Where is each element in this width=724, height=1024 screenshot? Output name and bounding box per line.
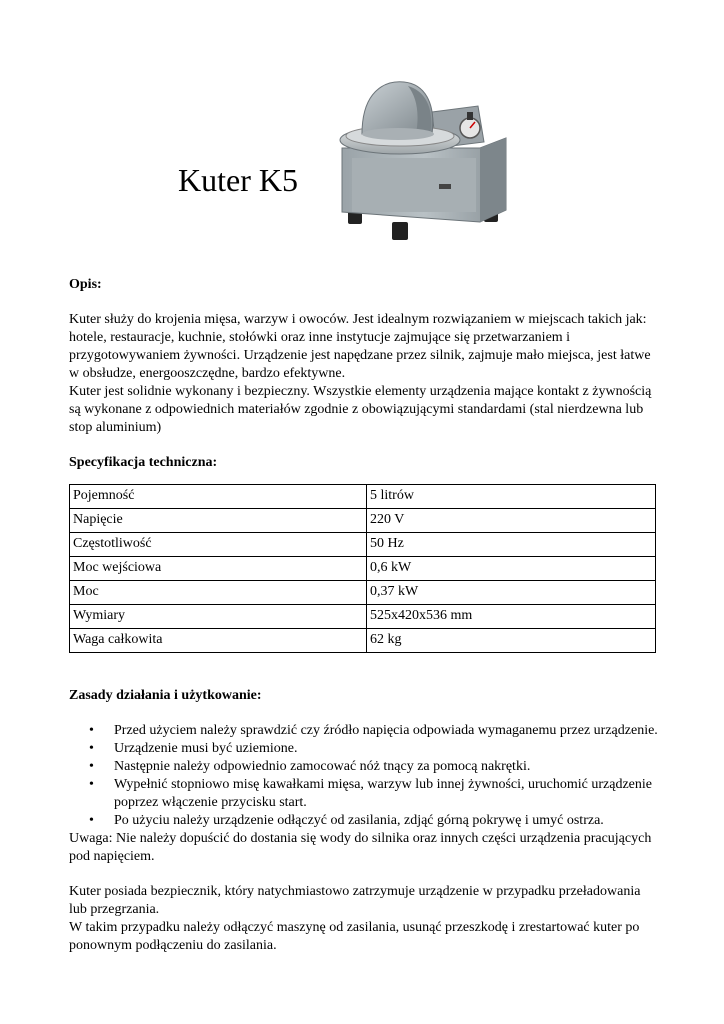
spec-label: Moc wejściowa bbox=[70, 557, 367, 581]
spec-value: 525x420x536 mm bbox=[367, 605, 656, 629]
table-row bbox=[70, 533, 656, 557]
rule-text: Urządzenie musi być uziemione. bbox=[114, 741, 298, 756]
spec-value: 5 litrów bbox=[367, 485, 656, 509]
table-row bbox=[70, 557, 656, 581]
product-image bbox=[312, 72, 524, 256]
bullet-icon: • bbox=[89, 813, 94, 828]
rules-list bbox=[69, 722, 659, 830]
spec-value: 220 V bbox=[367, 509, 656, 533]
list-item bbox=[69, 722, 659, 740]
bullet-icon: • bbox=[89, 759, 94, 774]
spec-label: Wymiary bbox=[70, 605, 367, 629]
spec-table bbox=[69, 484, 656, 653]
rule-text: Następnie należy odpowiednio zamocować nóż tnący za pomocą nakrętki. bbox=[114, 759, 531, 774]
spec-label: Częstotliwość bbox=[70, 533, 367, 557]
warning-text: Uwaga: Nie należy dopuścić do dostania się wody do silnika oraz innych części urządzenia pracujących pod napięciem. bbox=[69, 831, 652, 864]
description-heading: Opis: bbox=[69, 277, 102, 292]
spec-label: Napięcie bbox=[70, 509, 367, 533]
rule-text: Po użyciu należy urządzenie odłączyć od zasilania, zdjąć górną pokrywę i umyć ostrza. bbox=[114, 813, 604, 828]
table-row bbox=[70, 605, 656, 629]
table-row bbox=[70, 629, 656, 653]
list-item bbox=[69, 776, 659, 812]
spec-value: 62 kg bbox=[367, 629, 656, 653]
spec-value: 0,37 kW bbox=[367, 581, 656, 605]
description-paragraph-2: Kuter jest solidnie wykonany i bezpieczny. Wszystkie elementy urządzenia mające kontakt z żywnością są wykonane z odpowiednich materiałów zgodnie z obowiązującymi standardami (stal nierdzewna lub stop aluminium) bbox=[69, 384, 652, 435]
safety-paragraph-2: W takim przypadku należy odłączyć maszynę od zasilania, usunąć przeszkodę i zrestartować kuter po ponownym podłączeniu do zasilania. bbox=[69, 920, 640, 953]
spec-value: 50 Hz bbox=[367, 533, 656, 557]
table-row bbox=[70, 485, 656, 509]
list-item bbox=[69, 740, 659, 758]
spec-label: Pojemność bbox=[70, 485, 367, 509]
safety-paragraph-1: Kuter posiada bezpiecznik, który natychmiastowo zatrzymuje urządzenie w przypadku przeładowania lub przegrzania. bbox=[69, 884, 641, 917]
table-row bbox=[70, 581, 656, 605]
spec-label: Waga całkowita bbox=[70, 629, 367, 653]
description-paragraph-1: Kuter służy do krojenia mięsa, warzyw i owoców. Jest idealnym rozwiązaniem w miejscach takich jak: hotele, restauracje, kuchnie, stołówki oraz inne instytucje zajmujące się przetwarzaniem i przygotowywaniem żywności. Urządzenie jest napędzane przez silnik, zajmuje mało miejsca, jest łatwe w obsłudze, energooszczędne, bardzo efektywne. bbox=[69, 312, 651, 381]
main-content bbox=[69, 276, 659, 955]
table-row bbox=[70, 509, 656, 533]
list-item bbox=[69, 812, 659, 830]
rule-text: Przed użyciem należy sprawdzić czy źródło napięcia odpowiada wymaganemu przez urządzenie. bbox=[114, 723, 658, 738]
spec-heading: Specyfikacja techniczna: bbox=[69, 455, 218, 470]
spec-value: 0,6 kW bbox=[367, 557, 656, 581]
page-title: Kuter K5 bbox=[178, 162, 298, 198]
bullet-icon: • bbox=[89, 723, 94, 738]
bullet-icon: • bbox=[89, 777, 94, 792]
bullet-icon: • bbox=[89, 741, 94, 756]
cutter-machine-illustration bbox=[312, 72, 524, 256]
rules-heading: Zasady działania i użytkowanie: bbox=[69, 688, 262, 703]
rule-text: Wypełnić stopniowo misę kawałkami mięsa, warzyw lub innej żywności, uruchomić urządzenie poprzez włączenie przycisku start. bbox=[114, 777, 652, 810]
list-item bbox=[69, 758, 659, 776]
spec-label: Moc bbox=[70, 581, 367, 605]
